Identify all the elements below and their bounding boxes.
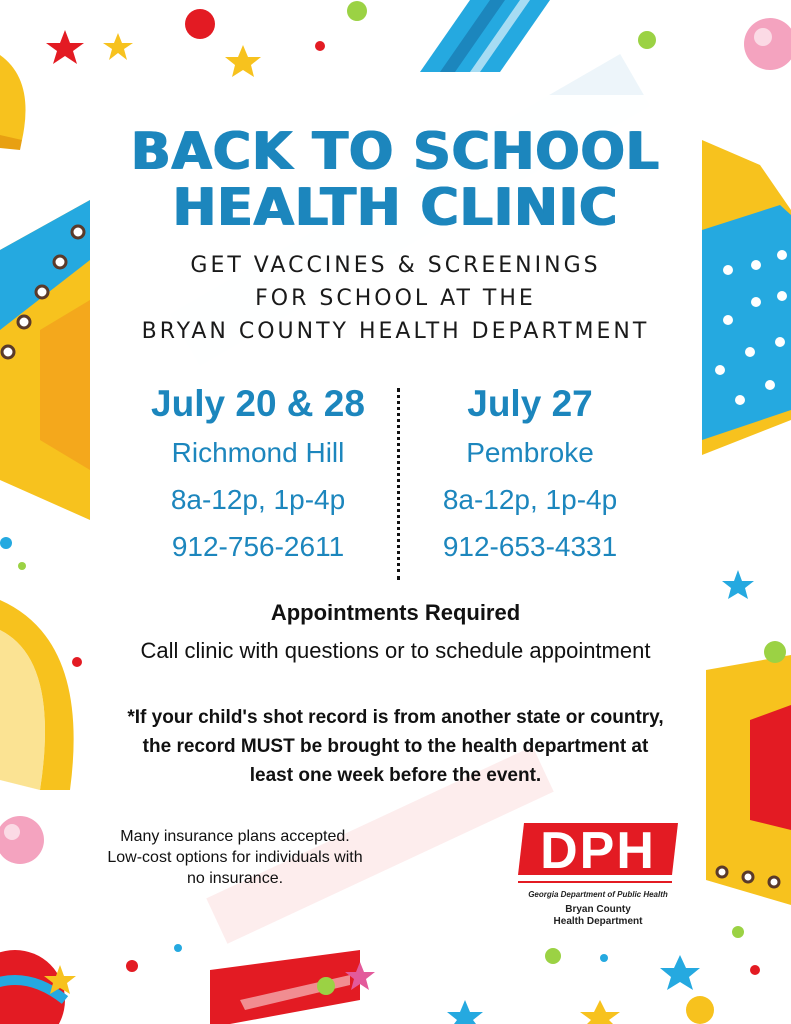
pencil-icon bbox=[210, 950, 360, 1024]
shot-record-note bbox=[120, 703, 671, 790]
logo-line-2: Bryan County bbox=[565, 904, 631, 915]
notebook-icon bbox=[706, 655, 791, 905]
note-text-after: be brought to the health department at least one week before the event. bbox=[249, 736, 649, 786]
event-location: Pembroke bbox=[466, 437, 594, 468]
dph-logo-letters: DPH bbox=[540, 823, 656, 880]
insurance-text: Many insurance plans accepted. Low-cost options for individuals with no insurance. bbox=[107, 828, 363, 887]
pencil-icon bbox=[420, 0, 550, 72]
dph-logo bbox=[518, 823, 678, 933]
ruler-icon bbox=[0, 600, 74, 790]
event-richmond-hill bbox=[113, 379, 403, 570]
note-emphasis: MUST bbox=[240, 736, 295, 757]
appointments-text: Call clinic with questions or to schedule appointment bbox=[140, 638, 651, 663]
event-phone: 912-653-4331 bbox=[442, 531, 618, 562]
logo-line-1: Georgia Department of Public Health bbox=[528, 890, 668, 899]
title-line-2: HEALTH CLINIC bbox=[172, 178, 619, 238]
event-date: July 27 bbox=[467, 383, 593, 424]
subtitle-line-3: BRYAN COUNTY HEALTH DEPARTMENT bbox=[141, 319, 650, 344]
event-date: July 20 & 28 bbox=[151, 383, 365, 424]
event-location: Richmond Hill bbox=[171, 437, 345, 468]
title-line-1: BACK TO SCHOOL bbox=[131, 122, 660, 182]
subtitle-line-1: GET VACCINES & SCREENINGS bbox=[190, 253, 601, 278]
dph-logo-mark bbox=[518, 823, 678, 887]
event-pembroke bbox=[385, 379, 675, 570]
event-phone: 912-756-2611 bbox=[171, 531, 345, 562]
subtitle-line-2: FOR SCHOOL AT THE bbox=[255, 286, 536, 311]
event-hours: 8a-12p, 1p-4p bbox=[170, 484, 346, 515]
note-text-before: *If your child's shot record is from another state or country, the record bbox=[127, 707, 664, 757]
logo-line-3: Health Department bbox=[553, 916, 643, 927]
event-hours: 8a-12p, 1p-4p bbox=[442, 484, 618, 515]
appointments-heading: Appointments Required bbox=[270, 600, 521, 625]
notebook-icon bbox=[0, 200, 90, 520]
